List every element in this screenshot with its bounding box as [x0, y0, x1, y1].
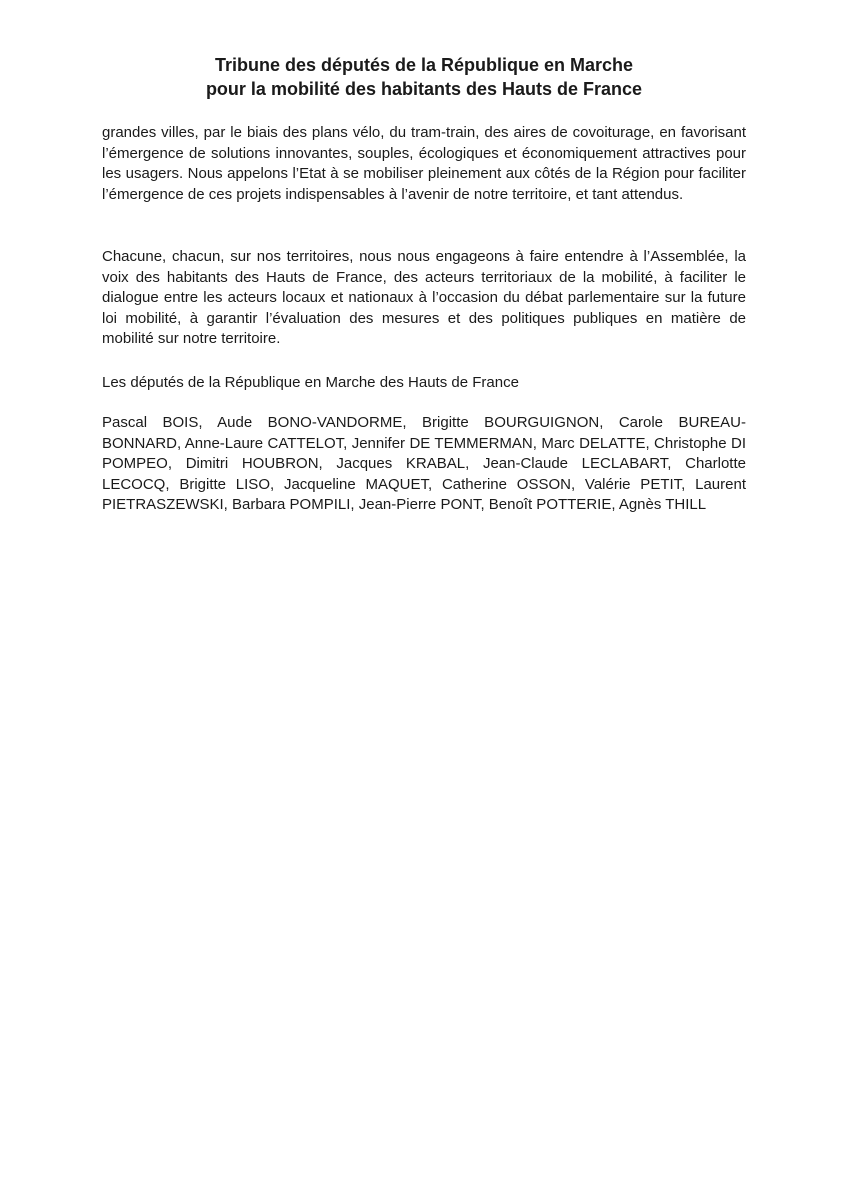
body-paragraph-1: grandes villes, par le biais des plans vélo, du tram-train, des aires de covoiturage, en favorisant l’émergence de solutions innovantes, souples, écologiques et économiquement attractives pour les usagers. Nous appelons l’Etat à se mobiliser pleinement aux côtés de la Région pour faciliter l’émergence de ces projets indispensables à l’avenir de notre territoire, et tant attendus.	[102, 124, 746, 203]
page-subtitle: pour la mobilité des habitants des Hauts de France	[205, 79, 643, 99]
page-title: Tribune des députés de la République en Marche	[214, 55, 634, 75]
body-paragraph-2: Chacune, chacun, sur nos territoires, nous nous engageons à faire entendre à l’Assemblée, la voix des habitants des Hauts de France, des acteurs territoriaux de la mobilité, à faciliter le dialogue entre les acteurs locaux et nationaux à l’occasion du débat parlementaire sur la future loi mobilité, à garantir l’évaluation des mesures et des politiques publiques en matière de mobilité sur notre territoire.	[102, 248, 746, 347]
signature-line: Les députés de la République en Marche des Hauts de France	[102, 374, 519, 391]
signatories-list: Pascal BOIS, Aude BONO-VANDORME, Brigitte BOURGUIGNON, Carole BUREAU-BONNARD, Anne-Laure CATTELOT, Jennifer DE TEMMERMAN, Marc DELATTE, Christophe DI POMPEO, Dimitri HOUBRON, Jacques KRABAL, Jean-Claude LECLABART, Charlotte LECOCQ, Brigitte LISO, Jacqueline MAQUET, Catherine OSSON, Valérie PETIT, Laurent PIETRASZEWSKI, Barbara POMPILI, Jean-Pierre PONT, Benoît POTTERIE, Agnès THILL	[102, 414, 746, 513]
